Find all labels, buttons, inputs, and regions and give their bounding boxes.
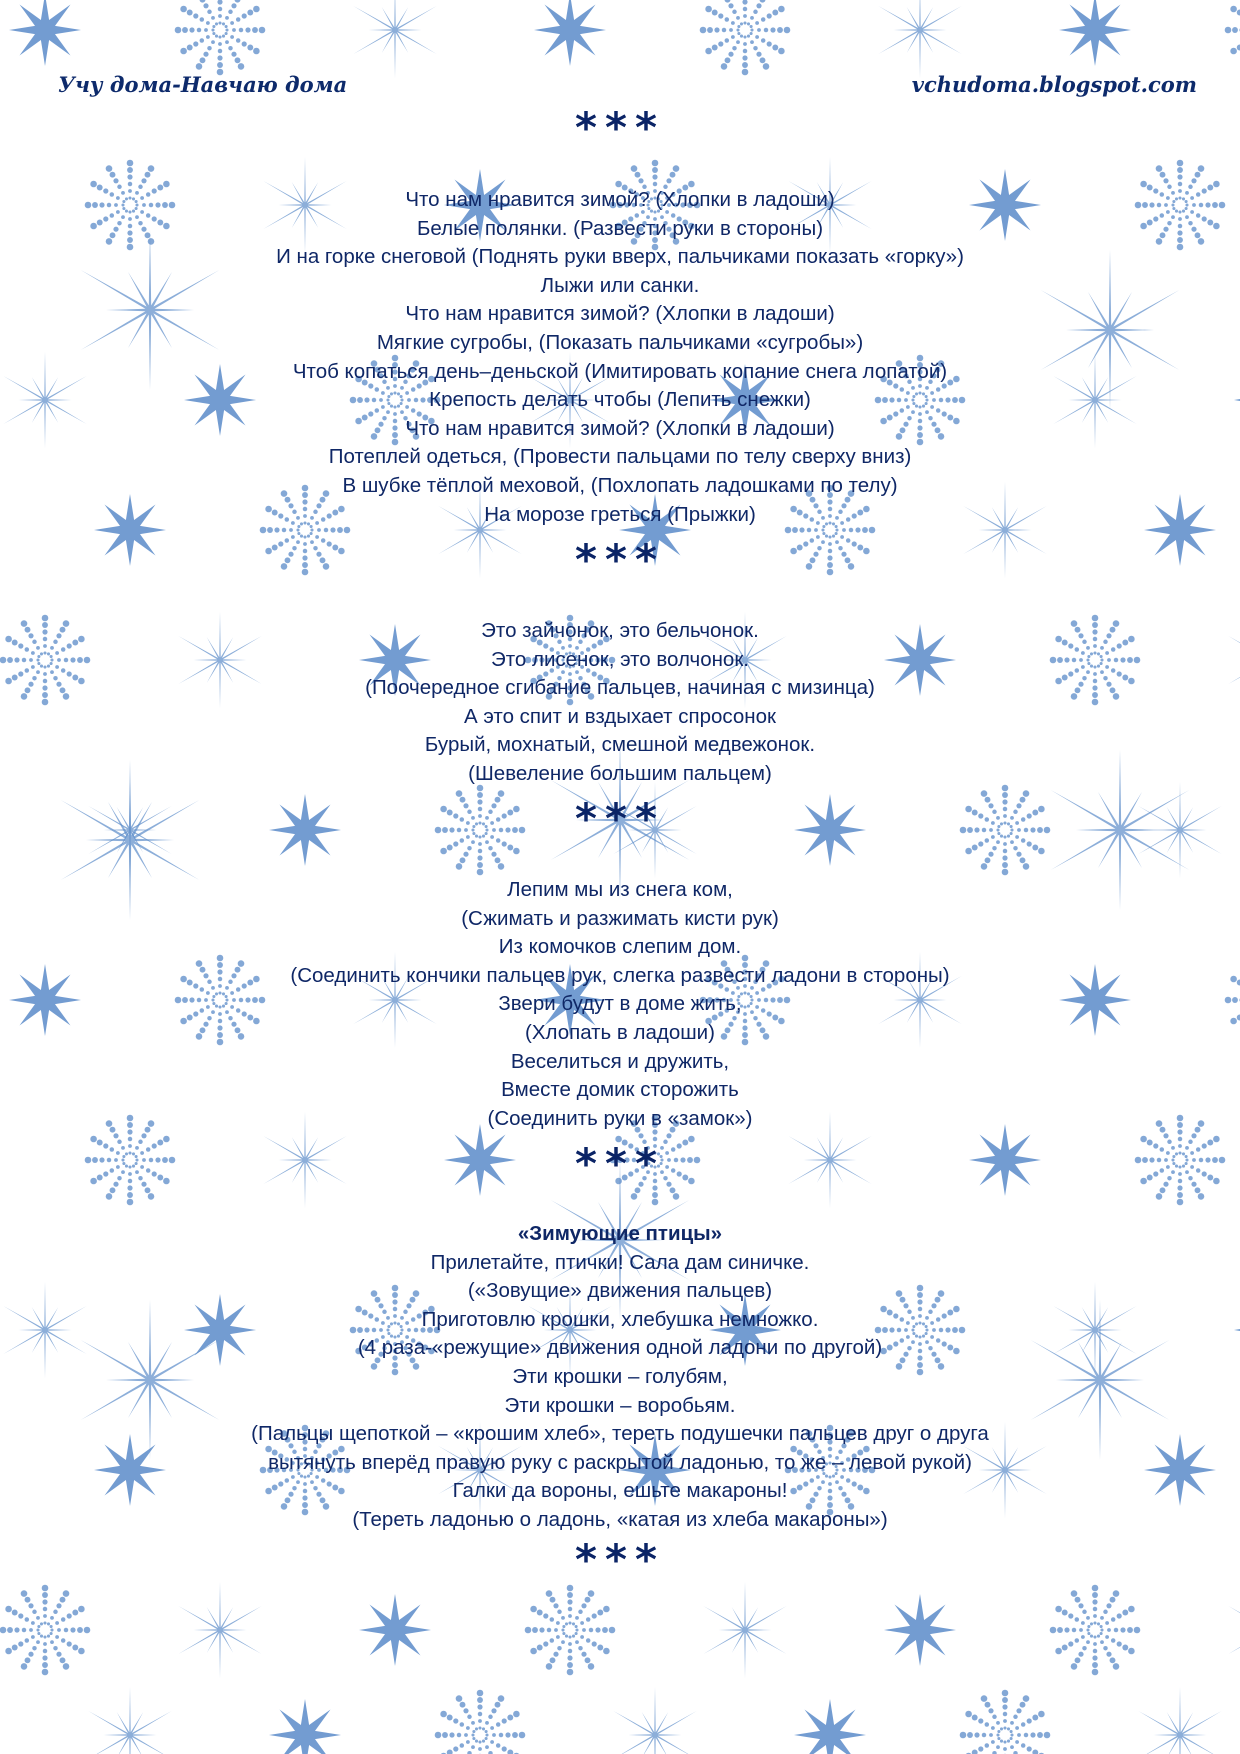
rhyme-line: Лепим мы из снега ком, [507, 878, 733, 901]
rhyme-line: Галки да вороны, ешьте макароны! [452, 1479, 788, 1503]
rhyme-line: Бурый, мохнатый, смешной медвежонок. [424, 733, 816, 757]
rhyme-animals [0, 617, 1240, 789]
rhyme-line: (Поочередное сгибание пальцев, начиная с мизинца) [365, 676, 875, 700]
separator: *** [575, 535, 665, 584]
rhyme-line: Крепость делать чтобы (Лепить снежки) [429, 388, 811, 412]
rhyme-line: Чтоб копаться день–деньской (Имитировать копание снега лопатой) [292, 359, 948, 383]
rhyme-line: (Сжимать и разжимать кисти рук) [461, 906, 779, 930]
rhyme-line: Что нам нравится зимой? (Хлопки в ладоши) [405, 302, 835, 326]
rhyme-line: Белые полянки. (Развести руки в стороны) [416, 216, 824, 240]
rhyme-line: Что нам нравится зимой? (Хлопки в ладоши) [405, 188, 835, 211]
rhyme-line: Вместе домик сторожить [501, 1078, 739, 1102]
rhyme-line: А это спит и вздыхает спросонок [464, 704, 776, 728]
rhyme-line: И на горке снеговой (Поднять руки вверх, пальчиками показать «горку») [276, 245, 964, 269]
header-right-url: vchudoma.blogspot.com [911, 72, 1197, 97]
rhyme-winter-fun [0, 186, 1240, 529]
header-left-title: Учу дома-Навчаю дома [58, 72, 348, 97]
rhyme-line: Звери будут в доме жить, [498, 992, 742, 1016]
rhyme-line: Потеплей одеться, (Провести пальцами по телу сверху вниз) [328, 445, 912, 469]
rhyme-line: Прилетайте, птички! Сала дам синичке. [430, 1250, 810, 1274]
separator: *** [575, 1535, 665, 1584]
rhyme-line: (Пальцы щепоткой – «крошим хлеб», тереть подушечки пальцев друг о друга [251, 1422, 989, 1446]
rhyme-title: «Зимующие птицы» [517, 1222, 723, 1245]
rhyme-line: Эти крошки – голубям, [512, 1364, 728, 1388]
separator: *** [575, 1139, 665, 1188]
rhyme-line: В шубке тёплой меховой, (Похлопать ладошками по телу) [342, 473, 898, 497]
rhyme-winter-birds [0, 1220, 1240, 1535]
rhyme-line: Что нам нравится зимой? (Хлопки в ладоши) [405, 416, 835, 440]
rhyme-line: Лыжи или санки. [540, 273, 700, 297]
rhyme-line: (Шевеление большим пальцем) [468, 761, 772, 785]
rhyme-line: (Хлопать в ладоши) [525, 1020, 715, 1044]
separator: *** [575, 794, 665, 843]
rhyme-line: вытянуть вперёд правую руку с раскрытой ладонью, то же – левой рукой) [268, 1450, 972, 1474]
rhyme-line: (4 раза-«режущие» движения одной ладони по другой) [357, 1336, 883, 1360]
rhyme-line: Эти крошки – воробьям. [504, 1393, 736, 1417]
rhyme-snow-house [0, 876, 1240, 1133]
rhyme-line: Это зайчонок, это бельчонок. [481, 619, 759, 642]
separator: *** [575, 103, 665, 152]
rhyme-line: Из комочков слепим дом. [498, 935, 742, 959]
rhyme-line: Это лисенок, это волчонок. [491, 647, 749, 671]
rhyme-line: На морозе греться (Прыжки) [484, 502, 756, 526]
rhyme-line: Приготовлю крошки, хлебушка немножко. [421, 1307, 819, 1331]
rhyme-line: (Соединить руки в «замок») [487, 1106, 753, 1130]
rhyme-line: Мягкие сугробы, (Показать пальчиками «сугробы») [376, 330, 864, 354]
rhyme-line: (Соединить кончики пальцев рук, слегка развести ладони в стороны) [290, 963, 950, 987]
rhyme-line: («Зовущие» движения пальцев) [467, 1279, 773, 1303]
rhyme-line: (Тереть ладонью о ладонь, «катая из хлеба макароны») [352, 1507, 888, 1531]
rhyme-line: Веселиться и дружить, [510, 1049, 730, 1073]
